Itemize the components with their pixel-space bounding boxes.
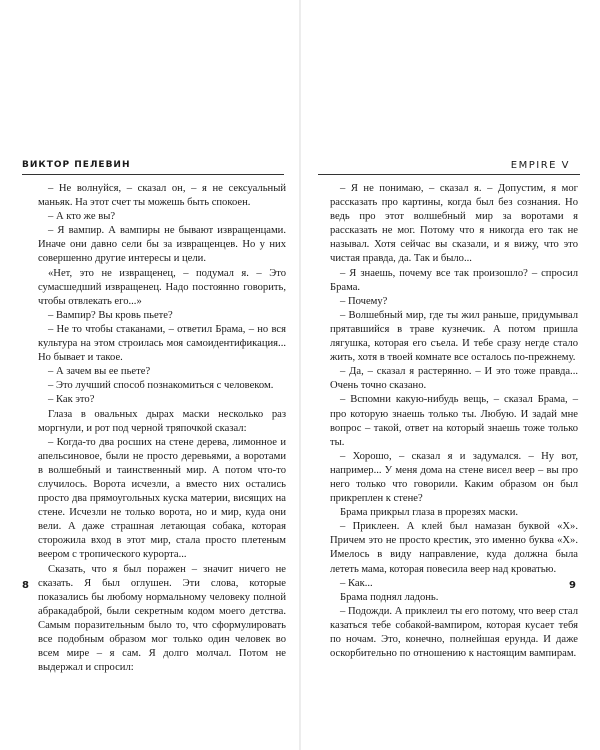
paragraph: «Нет, это не извращенец, – подумал я. – Это сумасшедший извращенец. Надо постоянно говорить, чтобы отвлекать его...» [38, 267, 286, 307]
paragraph: – Хорошо, – сказал я и задумался. – Ну вот, например... У меня дома на стене висел веер – вы про него только что говорили. Каким образом он был прикреплен к стене? [330, 450, 578, 505]
paragraph: – Не волнуйся, – сказал он, – я не сексуальный маньяк. На этот счет ты можешь быть спокоен. [38, 183, 286, 209]
paragraph: – Не то чтобы стаканами, – ответил Брама, – но вся культура на этом строилась моя самоидентификация... Но бывает и такое. [38, 323, 286, 364]
paragraph: Брама поднял ладонь. [340, 591, 439, 603]
paragraph: Брама прикрыл глаза в прорезях маски. [340, 507, 519, 519]
paragraph: – Приклеен. А клей был намазан буквой «Х». Причем это не просто крестик, это именно буква «Х». Имелось в виду направление, куда должна была лететь мама, которая повесила веер над кроватью. [330, 521, 578, 575]
paragraph: – Я вампир. А вампиры не бывают извращенцами. Иначе они давно сели бы за извращенцев. Но у них совершенно другие интересы и цели. [38, 225, 286, 265]
paragraph: – Подожди. А приклеил ты его потому, что веер стал казаться тебе собакой-вампиром, которая кусает тебя по ночам. Это, конечно, полнейшая ерунда. И даже оскорбительно по отношению к настоящим вампирам. [330, 605, 578, 660]
page-number-right: 9 [569, 580, 576, 591]
paragraph: – Волшебный мир, где ты жил раньше, придумывал прятавшийся в траве кузнечик. А потом пришла лягушка, которая его съела. И тебе сразу негде стало жить, хотя в твоей комнате все осталось по-прежнему. [330, 309, 578, 364]
paragraph: – Я знаешь, почему все так произошло? – спросил Брама. [330, 267, 578, 293]
right-page [300, 0, 600, 750]
paragraph: – А кто же вы? [48, 211, 116, 223]
paragraph: – А зачем вы ее пьете? [48, 366, 151, 378]
paragraph: – Почему? [340, 295, 388, 307]
paragraph: – Как... [340, 577, 373, 589]
paragraph: – Да, – сказал я растерянно. – И это тоже правда... Очень точно сказано. [330, 366, 578, 392]
body-text-right [330, 182, 578, 661]
paragraph: Сказать, что я был поражен – значит ничего не сказать. Я был оглушен. Эти слова, которые показались бы любому нормальному человеку полной абракадаброй, были секретным кодом моего детства. Самым поразительным было то, что сформулировать все подобным образом мог только один человек во всем мире – я сам. Я долго молчал. Потом не выдержал и спросил: [38, 563, 286, 674]
paragraph: – Когда-то два росших на стене дерева, лимонное и апельсиновое, были не просто деревьями, а воротами в волшебный и таинственный мир. А потом что-то случилось. Ворота исчезли, а вместо них остались просто два прямоугольных куска материи, висящих на стене. Исчезли не только ворота, но и мир, куда они вели. А даже страшная летающая собака, которая сторожила вход в этот мир, стала просто плетеным веером с тропического курорта... [38, 436, 286, 561]
body-text-left [38, 182, 286, 675]
paragraph: – Вампир? Вы кровь пьете? [48, 309, 173, 321]
running-head-right: EMPIRE V [510, 160, 570, 171]
paragraph: – Вспомни какую-нибудь вещь, – сказал Брама, – про которую знаешь только ты. Любую. И задай мне вопрос – такой, ответ на который знаешь тоже только ты. [330, 394, 578, 448]
header-rule-right [318, 174, 580, 175]
running-head-left: ВИКТОР ПЕЛЕВИН [22, 160, 131, 170]
paragraph: Глаза в овальных дырах маски несколько раз моргнули, и рот под черной тряпочкой сказал: [38, 408, 286, 434]
paragraph: – Как это? [48, 394, 95, 406]
page-number-left: 8 [22, 580, 29, 591]
paragraph: – Я не понимаю, – сказал я. – Допустим, я мог рассказать про картины, когда был без сознания. Но ведь про этот волшебный мир за воротами я рассказать не мог. Потому что я никогда его так не называл. Хотя сейчас вы сказали, и я вижу, что это чистая правда, да. Так и было... [330, 183, 578, 265]
paragraph: – Это лучший способ познакомиться с человеком. [48, 380, 274, 392]
header-rule-left [22, 174, 284, 175]
